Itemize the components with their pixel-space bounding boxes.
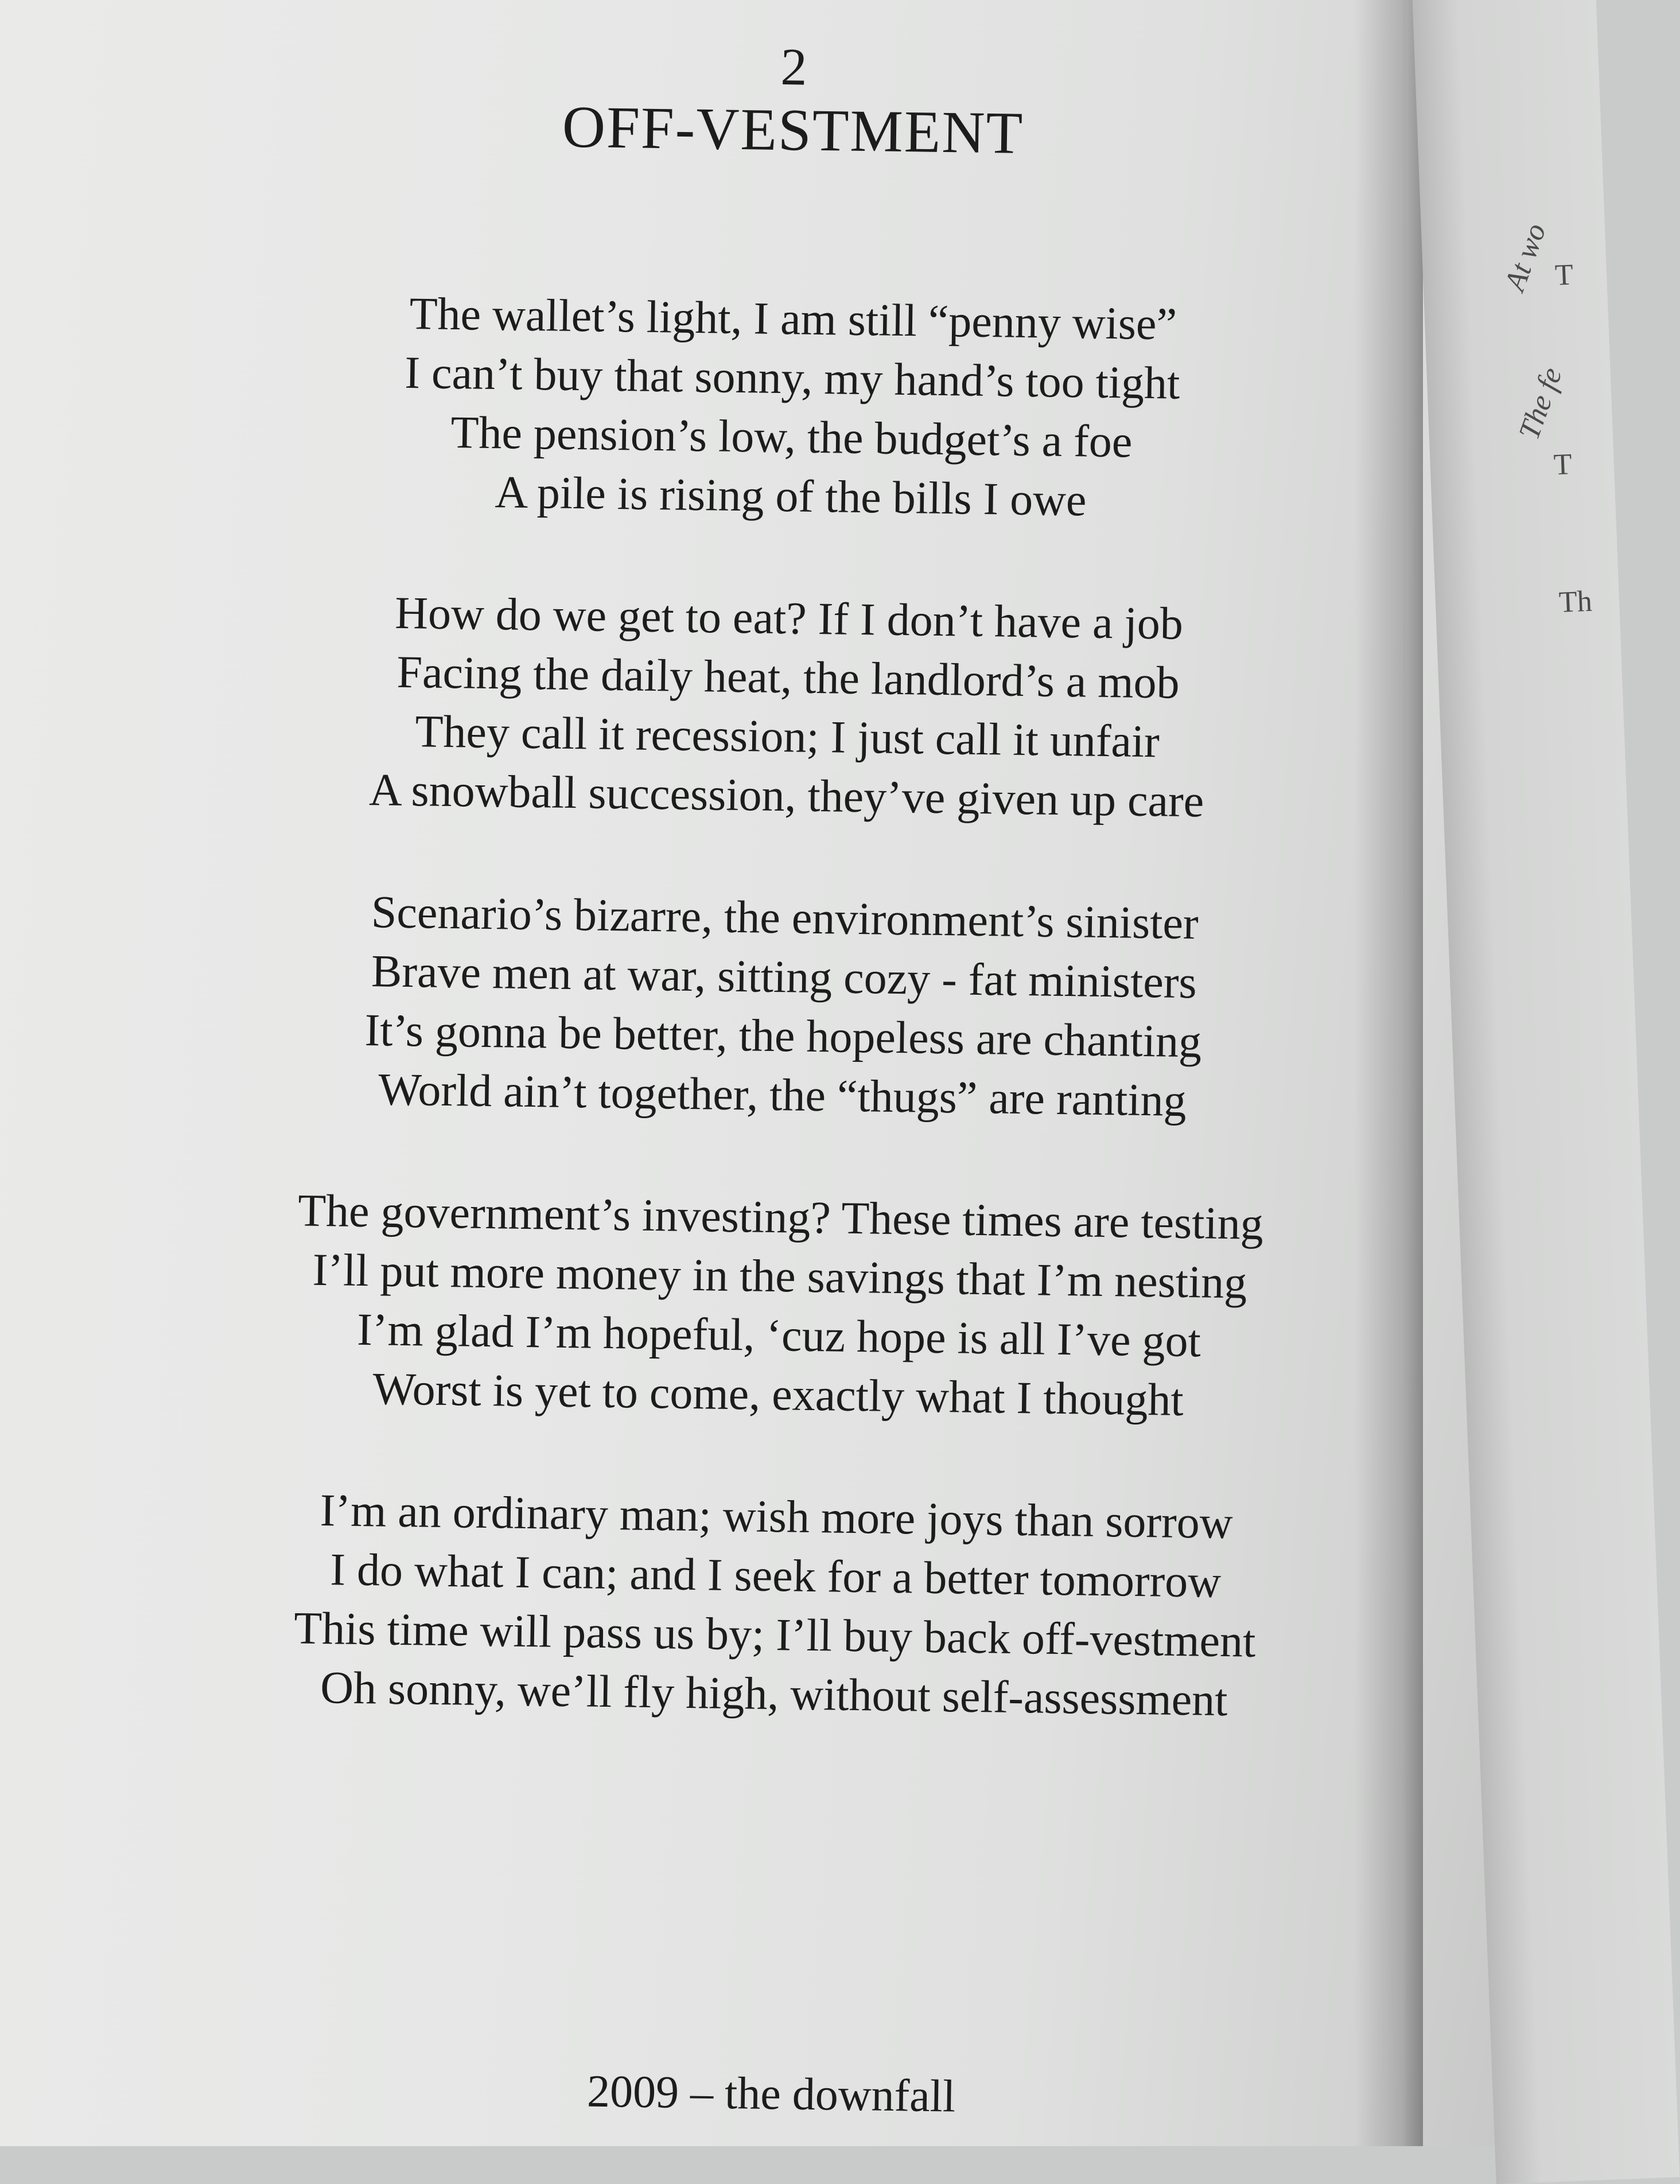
facing-page-fragment: T bbox=[1553, 447, 1573, 482]
stanza-5 bbox=[180, 1480, 1371, 1733]
poem-line: The wallet’s light, I am still “penny wise” bbox=[409, 288, 1177, 350]
poem-line: Oh sonny, we’ll fly high, without self-assessment bbox=[320, 1663, 1228, 1726]
facing-page-fragment: The fe bbox=[1512, 363, 1569, 444]
stanza-4 bbox=[184, 1180, 1375, 1433]
poem-line: Scenario’s bizarre, the environment’s sinister bbox=[371, 887, 1199, 949]
poem-line: I’ll put more money in the savings that I’m nesting bbox=[312, 1244, 1247, 1309]
poem-line: I do what I can; and I seek for a better tomorrow bbox=[329, 1544, 1222, 1607]
facing-page-fragment: T bbox=[1554, 258, 1574, 292]
page-footer: 2009 – the downfall bbox=[586, 2066, 956, 2122]
stanza-1 bbox=[196, 282, 1387, 535]
poem-line: Facing the daily heat, the landlord’s a mob bbox=[396, 647, 1180, 708]
poem-line: A snowball succession, they’ve given up care bbox=[368, 765, 1204, 827]
poem-line: This time will pass us by; I’ll buy back off-vestment bbox=[293, 1603, 1256, 1667]
poem-line: The pension’s low, the budget’s a foe bbox=[450, 407, 1133, 468]
stanza-3 bbox=[188, 881, 1379, 1134]
poem-title: OFF-VESTMENT bbox=[562, 94, 1024, 166]
page-number: 2 bbox=[780, 37, 808, 96]
poem-body bbox=[179, 282, 1387, 1796]
poem-line: Worst is yet to come, exactly what I thought bbox=[372, 1364, 1184, 1426]
facing-page-fragment: Th bbox=[1558, 585, 1593, 619]
poem-line: I’m glad I’m hopeful, ‘cuz hope is all I’ve got bbox=[356, 1304, 1201, 1367]
facing-page-fragment: At wo bbox=[1498, 219, 1553, 295]
poem-line: Brave men at war, sitting cozy - fat ministers bbox=[371, 946, 1197, 1009]
poem-line: World ain’t together, the “thugs” are ranting bbox=[378, 1064, 1187, 1127]
poem-line: It’s gonna be better, the hopeless are chanting bbox=[364, 1005, 1202, 1068]
poem-line: They call it recession; I just call it unfair bbox=[414, 706, 1160, 768]
stanza-2 bbox=[192, 581, 1383, 834]
poem-line: How do we get to eat? If I don’t have a job bbox=[394, 587, 1184, 649]
poem-line: I can’t buy that sonny, my hand’s too tight bbox=[404, 347, 1180, 409]
poem-line: A pile is rising of the bills I owe bbox=[494, 467, 1087, 526]
poem-line: I’m an ordinary man; wish more joys than sorrow bbox=[320, 1485, 1234, 1549]
poem-line: The government’s investing? These times are testing bbox=[297, 1185, 1264, 1249]
